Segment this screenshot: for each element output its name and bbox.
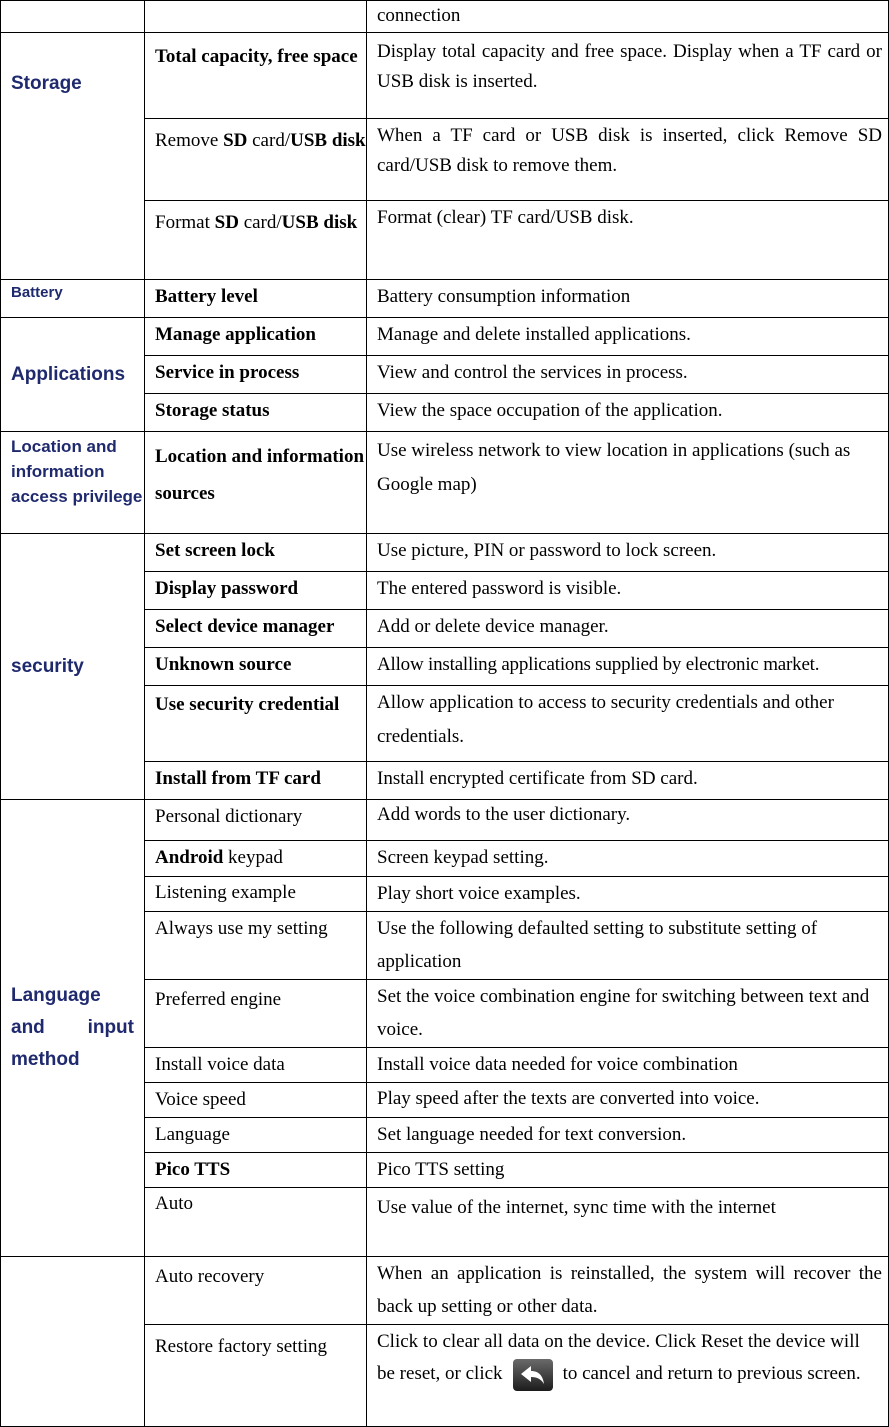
row-feature: Voice speed: [145, 1083, 367, 1118]
row-feature: Remove SD card/USB disk: [145, 119, 367, 201]
row-feature: Preferred engine: [145, 980, 367, 1048]
row-description: Add words to the user dictionary.: [367, 800, 889, 841]
row-description: Manage and delete installed applications.: [367, 318, 889, 356]
row-feature: Storage status: [145, 394, 367, 432]
row-feature: Auto: [145, 1188, 367, 1257]
category-language: Language and input method: [1, 800, 145, 1257]
row-description: Allow installing applications supplied by electronic market.: [367, 648, 889, 686]
row-description: View and control the services in process.: [367, 356, 889, 394]
row-description: Use wireless network to view location in applications (such as Google map): [367, 432, 889, 534]
row-feature: Personal dictionary: [145, 800, 367, 841]
row-description: Add or delete device manager.: [367, 610, 889, 648]
row-feature: Pico TTS: [145, 1153, 367, 1188]
row-feature: Total capacity, free space: [145, 33, 367, 119]
row-feature: Set screen lock: [145, 534, 367, 572]
category-location: Location and information access privilege: [1, 432, 145, 534]
row-description: Play short voice examples.: [367, 877, 889, 912]
table-row: [1, 33, 889, 119]
row-feature: Install voice data: [145, 1048, 367, 1083]
table-row: [1, 1257, 889, 1325]
row-feature: Restore factory setting: [145, 1325, 367, 1427]
row-description: Format (clear) TF card/USB disk.: [367, 201, 889, 280]
row-description: Display total capacity and free space. Display when a TF card or USB disk is inserted.: [367, 33, 889, 119]
row-feature: Language: [145, 1118, 367, 1153]
row-description: Screen keypad setting.: [367, 841, 889, 877]
row-feature: Format SD card/USB disk: [145, 201, 367, 280]
row-feature: Select device manager: [145, 610, 367, 648]
table-row: [1, 800, 889, 841]
row-description: Set the voice combination engine for switching between text and voice.: [367, 980, 889, 1048]
row-feature: Display password: [145, 572, 367, 610]
row-description: Use the following defaulted setting to substitute setting of application: [367, 912, 889, 980]
row-feature: Manage application: [145, 318, 367, 356]
row-description: Click to clear all data on the device. Click Reset the device will be reset, or click to cancel and return to previous screen.: [367, 1325, 889, 1427]
row-description: Play speed after the texts are converted into voice.: [367, 1083, 889, 1118]
back-arrow-icon: [513, 1359, 553, 1391]
row-description: When a TF card or USB disk is inserted, click Remove SD card/USB disk to remove them.: [367, 119, 889, 201]
row-feature: Battery level: [145, 280, 367, 318]
category-empty: [1, 1257, 145, 1427]
row-description: Use value of the internet, sync time with the internet: [367, 1188, 889, 1257]
row-feature: Location and information sources: [145, 432, 367, 534]
row-feature: Service in process: [145, 356, 367, 394]
row-feature: Android keypad: [145, 841, 367, 877]
row-description: Battery consumption information: [367, 280, 889, 318]
table-row: [1, 534, 889, 572]
table-row: [1, 432, 889, 534]
row-description: View the space occupation of the application.: [367, 394, 889, 432]
row-description: Allow application to access to security credentials and other credentials.: [367, 686, 889, 762]
row-feature: Install from TF card: [145, 762, 367, 800]
table-row: [1, 318, 889, 356]
row-description: Use picture, PIN or password to lock screen.: [367, 534, 889, 572]
category-applications: Applications: [1, 318, 145, 432]
row-feature: Auto recovery: [145, 1257, 367, 1325]
row-description: When an application is reinstalled, the system will recover the back up setting or other data.: [367, 1257, 889, 1325]
table-row: [1, 1, 889, 33]
row-description: Install encrypted certificate from SD card.: [367, 762, 889, 800]
row-feature: Listening example: [145, 877, 367, 912]
category-storage: Storage: [1, 33, 145, 280]
row-description: connection: [367, 1, 889, 33]
table-row: [1, 280, 889, 318]
category-battery: Battery: [1, 280, 145, 318]
row-feature: Unknown source: [145, 648, 367, 686]
row-feature: Always use my setting: [145, 912, 367, 980]
row-description: The entered password is visible.: [367, 572, 889, 610]
row-description: Set language needed for text conversion.: [367, 1118, 889, 1153]
row-feature: Use security credential: [145, 686, 367, 762]
category-security: security: [1, 534, 145, 800]
row-description: Install voice data needed for voice combination: [367, 1048, 889, 1083]
row-description: Pico TTS setting: [367, 1153, 889, 1188]
